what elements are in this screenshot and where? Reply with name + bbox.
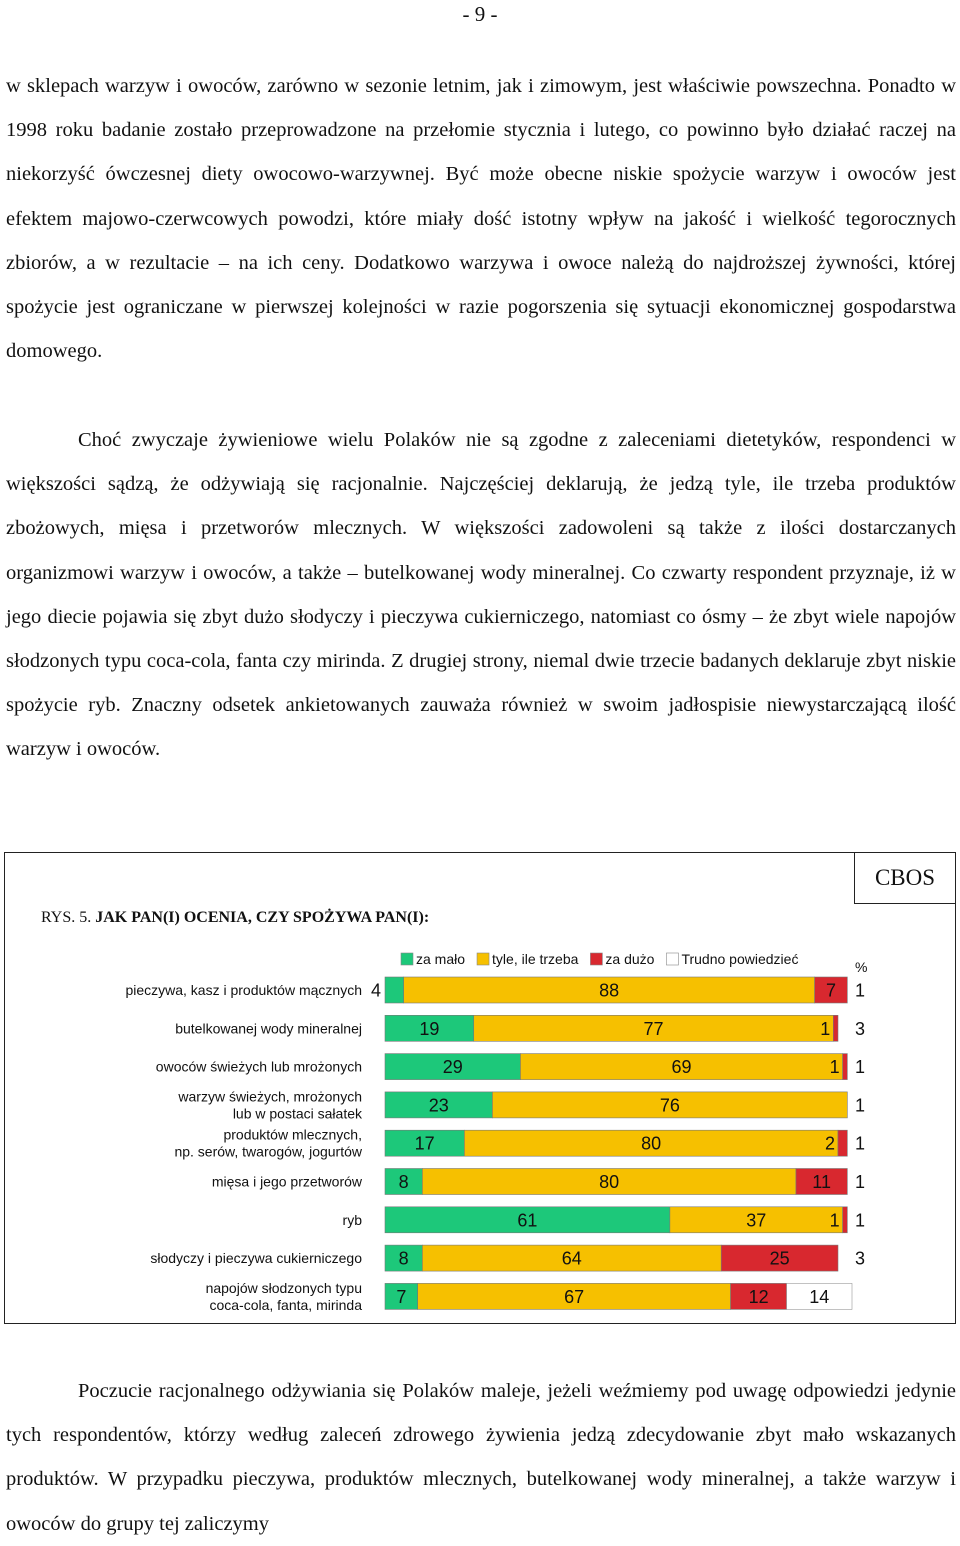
legend-swatch-1 — [477, 953, 489, 965]
category-label: ryb — [342, 1211, 362, 1228]
category-label: produktów mlecznych, — [223, 1126, 362, 1143]
paragraph-3: Poczucie racjonalnego odżywiania się Polaków maleje, jeżeli weźmiemy pod uwagę odpowiedzi jedynie tych respondentów, którzy według zaleceń zdrowego żywienia jedzą zdecydowanie zbyt mało wskazanych produktów. W przypadku pieczywa, produktów mlecznych, butelkowanej wody mineralnej, a także warzyw i owoców do grupy tej zaliczymy — [6, 1380, 956, 1535]
bar-segment — [843, 1054, 848, 1080]
bar-value-label: 69 — [671, 1057, 692, 1078]
bar-value-label: 1 — [855, 980, 866, 1001]
legend-swatch-2 — [590, 953, 602, 965]
figure-frame — [4, 852, 956, 1324]
bar-value-label: 1 — [829, 1210, 840, 1231]
bar-value-label: 8 — [398, 1172, 409, 1192]
stacked-bar-chart — [5, 853, 955, 1323]
bar-value-label: 7 — [825, 980, 836, 1001]
paragraph-2: Choć zwyczaje żywieniowe wielu Polaków nie są zgodne z zaleceniami dietetyków, respondenci w większości sądzą, że odżywiają się racjonalnie. Najczęściej deklarują, że jedzą tyle, ile trzeba produktów zbożowych, mięsa i przetworów mlecznych. W większości zadowoleni są także z ilości dostarczanych organizmowi warzyw i owoców, a także – butelkowanej wody mineralnej. Co czwarty respondent przyznaje, iż w jego diecie pojawia się zbyt dużo słodyczy i pieczywa cukierniczego, natomiast co ósmy – że zbyt wiele napojów słodzonych typu coca-cola, fanta czy mirinda. Z drugiej strony, niemal dwie trzecie badanych deklaruje zbyt niskie spożycie ryb. Znaczny odsetek ankietowanych zauważa również w swoim jadłospisie niewystarczającą ilość warzyw i owoców. — [6, 429, 956, 761]
legend-swatch-3 — [666, 953, 678, 965]
bar-value-label: 1 — [855, 1133, 866, 1154]
bar-value-label: 12 — [748, 1286, 769, 1307]
bar-value-label: 80 — [599, 1172, 620, 1192]
bar-value-label: 64 — [561, 1248, 582, 1269]
bar-segment — [385, 977, 404, 1003]
bar-value-label: 17 — [414, 1133, 435, 1154]
category-label: np. serów, twarogów, jogurtów — [174, 1143, 362, 1160]
category-label: lub w postaci sałatek — [232, 1105, 362, 1122]
bar-value-label: 7 — [396, 1286, 407, 1307]
category-label: słodyczy i pieczywa cukierniczego — [150, 1250, 362, 1267]
bar-value-label: 29 — [442, 1057, 463, 1078]
bar-value-label: 76 — [659, 1095, 680, 1116]
bar-segment — [843, 1207, 848, 1233]
bar-value-label: 19 — [419, 1018, 440, 1039]
bar-value-label: 3 — [855, 1018, 866, 1039]
bar-value-label: 67 — [564, 1286, 585, 1307]
legend-label-2: za dużo — [605, 951, 655, 967]
bar-value-label: 1 — [855, 1057, 866, 1078]
figure-question: JAK PAN(I) OCENIA, CZY SPOŻYWA PAN(I): — [95, 909, 430, 926]
bar-value-label: 2 — [824, 1133, 835, 1154]
figure-number: RYS. 5. — [41, 909, 92, 926]
bar-value-label: 61 — [517, 1210, 538, 1231]
source-box: CBOS — [854, 852, 956, 904]
bar-value-label: 23 — [428, 1095, 449, 1116]
bar-segment — [838, 1130, 847, 1156]
bar-value-label: 1 — [829, 1057, 840, 1078]
bar-value-label: 1 — [855, 1210, 866, 1231]
paragraph-1: w sklepach warzyw i owoców, zarówno w sezonie letnim, jak i zimowym, jest właściwie powszechna. Ponadto w 1998 roku badanie zostało przeprowadzone na przełomie stycznia i lutego, co powinno było działać raczej na niekorzyść ówczesnej diety owocowo-warzywnej. Być może obecne niskie spożycie warzyw i owoców jest efektem majowo-czerwcowych powodzi, które miały dość istotny wpływ na jakość i wielkość tegorocznych zbiorów, a w rezultacie – na ich ceny. Dodatkowo warzywa i owoce należą do najdroższej żywności, której spożycie jest ograniczane w pierwszej kolejności w razie pogorszenia się sytuacji ekonomicznej gospodarstwa domowego. — [6, 75, 956, 363]
bar-value-label: 3 — [855, 1248, 866, 1269]
page-number: - 9 - — [462, 2, 498, 26]
unit-label: % — [855, 959, 868, 975]
bar-value-label: 8 — [398, 1248, 409, 1269]
bar-value-label: 11 — [812, 1172, 831, 1192]
bar-value-label: 77 — [643, 1018, 664, 1039]
bar-value-label: 80 — [641, 1133, 662, 1154]
bar-value-label: 1 — [855, 1172, 866, 1192]
bar-value-label: 4 — [370, 980, 381, 1001]
category-label: napojów słodzonych typu — [205, 1279, 362, 1296]
bar-value-label: 37 — [746, 1210, 767, 1231]
legend-label-1: tyle, ile trzeba — [492, 951, 579, 967]
bar-value-label: 25 — [769, 1248, 790, 1269]
category-label: pieczywa, kasz i produktów mącznych — [125, 982, 362, 998]
bar-value-label: 88 — [599, 980, 620, 1001]
category-label: warzyw świeżych, mrożonych — [178, 1088, 362, 1105]
category-label: owoców świeżych lub mrożonych — [155, 1058, 362, 1075]
bar-segment — [833, 1015, 838, 1041]
category-label: coca-cola, fanta, mirinda — [209, 1296, 362, 1313]
bar-value-label: 1 — [820, 1018, 831, 1039]
category-label: mięsa i jego przetworów — [211, 1173, 362, 1190]
legend-label-3: Trudno powiedzieć — [681, 951, 799, 967]
legend-swatch-0 — [401, 953, 413, 965]
bar-value-label: 1 — [855, 1095, 866, 1116]
bar-value-label: 14 — [809, 1286, 830, 1307]
category-label: butelkowanej wody mineralnej — [175, 1020, 362, 1037]
legend-label-0: za mało — [416, 951, 466, 967]
